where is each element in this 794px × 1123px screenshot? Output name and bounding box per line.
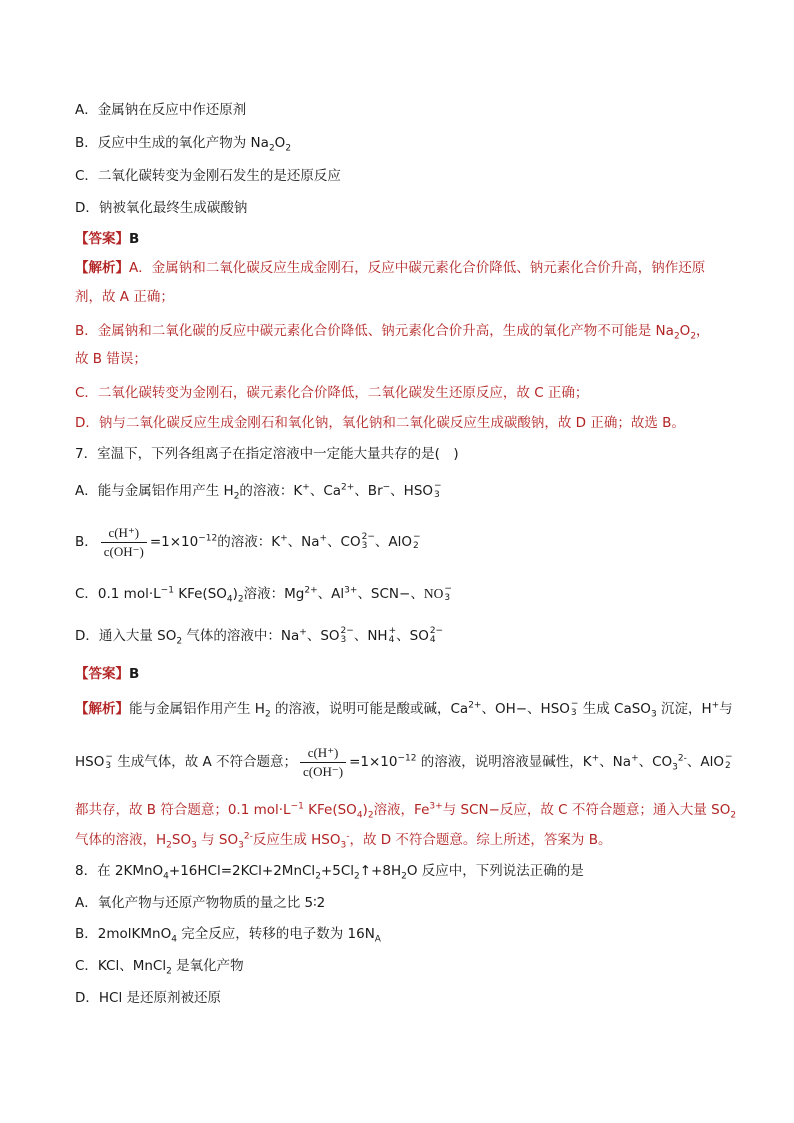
q7-stem: 7．室温下，下列各组离子在指定溶液中一定能大量共存的是( ) xyxy=(75,446,459,462)
q6-option-a: A．金属钠在反应中作还原剂 xyxy=(75,102,247,118)
q6-analysis-line-4: 故 B 错误； xyxy=(75,351,147,367)
q8-option-d: D．HCl 是还原剂被还原 xyxy=(75,990,222,1006)
q7-analysis-line-2: HSO − 3 生成气体，故 A 不符合题意； $\frac{c(H^+)}{c(OH^-)}$ $=1\times 10^{-12}$ 的溶液，说明溶液显碱性，K+、Na+、$CO_3^{2-}$、AlO − 2 xyxy=(75,744,733,779)
q6-analysis-line-5: C．二氧化碳转变为金刚石，碳元素化合价降低，二氧化碳发生还原反应，故 C 正确； xyxy=(75,385,589,401)
q6-answer: 【答案】B xyxy=(75,231,140,247)
q7-option-b-fraction: $\frac{c(H^+)}{c(OH^-)}$ xyxy=(101,525,147,560)
q7-option-b: B． $\frac{c(H^+)}{c(OH^-)}$ $=1\times 10^{-12}$的溶液：K+、Na+、CO 2− 3 、AlO − 2 xyxy=(75,524,421,559)
q6-option-d: D．钠被氧化最终生成碳酸钠 xyxy=(75,200,248,216)
q7-analysis-line-4: 气体的溶液，$H_2SO_3$ 与 $SO_3^{2-}$反应生成 $HSO_3^-$，故 D 不符合题意。综上所述，答案为 B。 xyxy=(75,831,612,851)
q7-option-d: D．通入大量 $SO_2$ 气体的溶液中：Na+、SO 2− 3 、NH + 4 、SO 2− 4 xyxy=(75,626,444,647)
q7-answer: 【答案】B xyxy=(75,666,140,682)
q6-analysis-line-1: 【解析】A．金属钠和二氧化碳反应生成金刚石，反应中碳元素化合价降低、钠元素化合价升高，钠作还原 xyxy=(75,260,706,276)
q6-option-c: C．二氧化碳转变为金刚石发生的是还原反应 xyxy=(75,168,341,184)
q7-analysis-fraction: $\frac{c(H^+)}{c(OH^-)}$ xyxy=(300,745,346,780)
q8-stem: 8．在 $2KMnO_4+16HCl=2KCl+2MnCl_2+5Cl_2↑+8H_2O$ 反应中，下列说法正确的是 xyxy=(75,863,584,882)
q7-option-c: C．0.1 $mol\cdot L^{-1}$ $KFe(SO_4)_2$溶液：$Mg^{2+}$、$Al^{3+}$、SCN−、NO − 3 xyxy=(75,584,452,605)
q6-analysis-line-3: B．金属钠和二氧化碳的反应中碳元素化合价降低、钠元素化合价升高，生成的氧化产物不可能是 $Na_2O_2$， xyxy=(75,323,710,342)
q7-analysis-line-3: 都共存，故 B 符合题意；0.1 $mol\cdot L^{-1}$ $KFe(SO_4)_2$溶液，$Fe^{3+}$与 SCN−反应，故 C 不符合题意；通入大量 $SO_2$ xyxy=(75,801,737,821)
q6-option-b: B．反应中生成的氧化产物为 $Na_2O_2$ xyxy=(75,135,292,154)
q8-option-c: C．KCl、MnCl$_2$ 是氧化产物 xyxy=(75,958,244,977)
q8-option-a: A．氧化产物与还原产物物质的量之比 5∶2 xyxy=(75,895,326,911)
q6-analysis-line-6: D．钠与二氧化碳反应生成金刚石和氧化钠，氧化钠和二氧化碳反应生成碳酸钠，故 D 正确；故选 B。 xyxy=(75,415,685,431)
q7-option-a: A．能与金属铝作用产生 $H_2$的溶液：K+、$Ca^{2+}$、Br−、HSO − 3 xyxy=(75,481,442,502)
q8-option-b: B．2molKMnO$_4$ 完全反应，转移的电子数为 $16N_A$ xyxy=(75,926,381,945)
q7-analysis-line-1: 【解析】能与金属铝作用产生 $H_2$ 的溶液，说明可能是酸或碱，$Ca^{2+}$、OH−、HSO − 3 生成 CaSO$_3$ 沉淀，H+与 xyxy=(75,699,733,720)
q6-analysis-line-2: 剂，故 A 正确； xyxy=(75,289,174,305)
